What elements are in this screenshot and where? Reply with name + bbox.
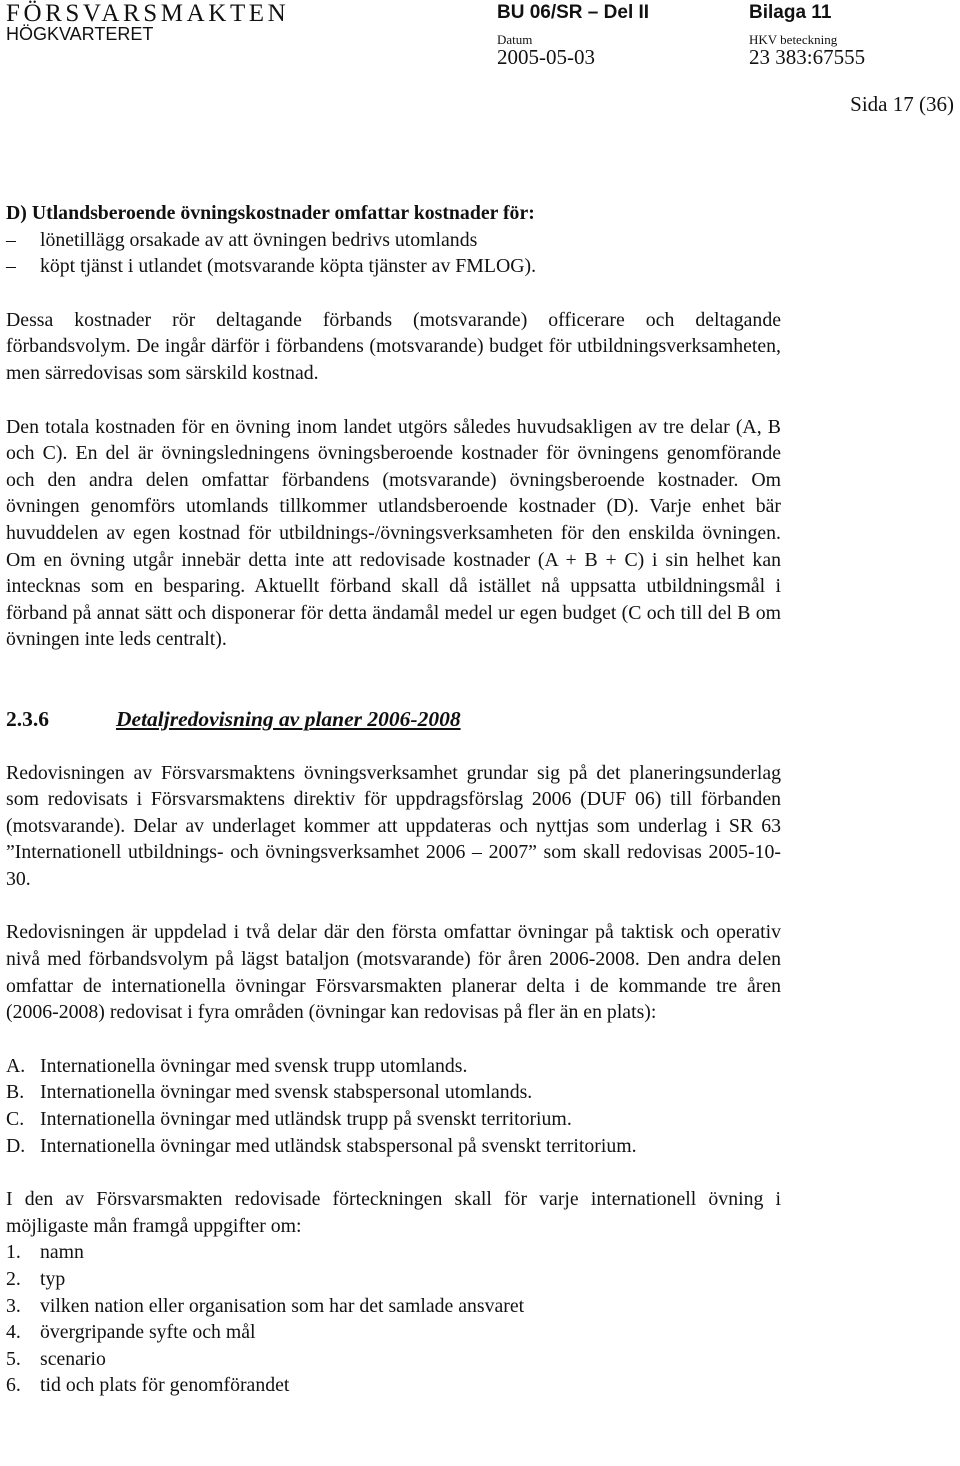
list-item [6,253,781,280]
list-marker: A. [6,1054,26,1077]
document-body [6,200,781,1399]
list-marker: 1. [6,1241,21,1264]
list-marker: 4. [6,1321,21,1344]
annex-label: Bilaga 11 [749,2,832,23]
page-number: Sida 17 (36) [850,92,954,116]
list-item [6,1079,781,1106]
paragraph: Dessa kostnader rör deltagande förbands (motsvarande) officerare och deltagande förbandsvolym. De ingår därför i förbandens (motsvarande) budget för utbildningsverksamheten, men särredovisas som särskild kostnad. [6,308,781,384]
list-marker: 5. [6,1347,21,1370]
list-item [6,1372,781,1399]
list-item [6,1053,781,1080]
list-item-text: Internationella övningar med utländsk stabspersonal på svenskt territorium. [40,1134,637,1157]
list-item-text: namn [40,1241,84,1264]
list-marker: C. [6,1108,25,1131]
list-item-text: övergripande syfte och mål [40,1321,256,1344]
list-item-text: typ [40,1268,66,1290]
list-item [6,1346,781,1373]
date-label: Datum [497,32,533,47]
list-item [6,1266,781,1293]
page-header [0,0,960,80]
list-item-text: Internationella övningar med utländsk trupp på svenskt territorium. [40,1108,572,1131]
list-item [6,1133,781,1160]
list-item-text: scenario [40,1347,106,1370]
unit-name: HÖGKVARTERET [6,24,154,44]
section-number: 2.3.6 [6,706,49,731]
section-heading [6,706,781,733]
designation-label: HKV beteckning [749,32,838,47]
list-marker: D. [6,1134,26,1157]
list-item-text: tid och plats för genomförandet [40,1374,290,1397]
list-item [6,1239,781,1266]
designation-value: 23 383:67555 [749,45,866,69]
paragraph: Redovisningen av Försvarsmaktens övningsverksamhet grundar sig på det planeringsunderlag som redovisats i Försvarsmaktens direktiv för uppdragsförslag 2006 (DUF 06) till förbanden (motsvarande). Delar av underlaget kommer att uppdateras och nyttjas som underlag i SR 63 ”Internationell utbildnings- och övningsverksamhet 2006 – 2007” som skall redovisas 2005-10-30. [6,761,781,890]
list-item-text: vilken nation eller organisation som har det samlade ansvaret [40,1294,525,1317]
list-item-text: Internationella övningar med svensk trupp utomlands. [40,1054,468,1077]
list-marker: 3. [6,1294,21,1317]
list-marker: 6. [6,1374,21,1397]
paragraph: Redovisningen är uppdelad i två delar där den första omfattar övningar på taktisk och operativ nivå med förbandsvolym på lägst bataljon (motsvarande) för åren 2006-2008. Den andra delen omfattar de internationella övningar Försvarsmakten planerar delta i de kommande tre åren (2006-2008) redovisat i fyra områden (övningar kan redovisas på fler än en plats): [6,921,781,1024]
paragraph: Den totala kostnaden för en övning inom landet utgörs således huvudsakligen av tre delar (A, B och C). En del är övningsledningens övningsberoende kostnader för övningens genomförande och den andra delen omfattar förbandens (motsvarande) övningsberoende kostnader. Om övningen genomförs utomlands tillkommer utlandsberoende kostnader (D). Varje enhet bär huvuddelen av egen kostnad för utbildnings-/övningsverksamheten för den enskilda övningen. Om en övning utgår innebär detta inte att redovisade kostnader (A + B + C) i sin helhet kan intecknas som en besparing. Aktuellt förband skall då istället nå uppsatta utbildningsmål i förband på annat sätt och disponerar för detta ändamål medel ur egen budget (C och till del B om övningen inte leds centralt). [6,415,781,651]
list-marker: 2. [6,1268,21,1290]
list-item-text: köpt tjänst i utlandet (motsvarande köpta tjänster av FMLOG). [40,255,537,278]
list-item-text: lönetillägg orsakade av att övningen bedrivs utomlands [40,228,478,251]
list-item [6,1293,781,1320]
dash-marker: – [6,255,16,278]
organization-name: FÖRSVARSMAKTEN [6,0,290,27]
list-item [6,1319,781,1346]
section-title: Detaljredovisning av planer 2006-2008 [116,706,461,731]
date-value: 2005-05-03 [497,45,595,69]
paragraph: I den av Försvarsmakten redovisade förteckningen skall för varje internationell övning i möjligaste mån framgå uppgifter om: [6,1188,781,1237]
list-item-text: Internationella övningar med svensk stabspersonal utomlands. [40,1081,533,1104]
list-item [6,1106,781,1133]
list-marker: B. [6,1081,25,1104]
dash-marker: – [6,228,16,251]
list-item [6,227,781,254]
section-d-title: D) Utlandsberoende övningskostnader omfattar kostnader för: [6,202,535,224]
document-reference: BU 06/SR – Del II [497,2,650,23]
